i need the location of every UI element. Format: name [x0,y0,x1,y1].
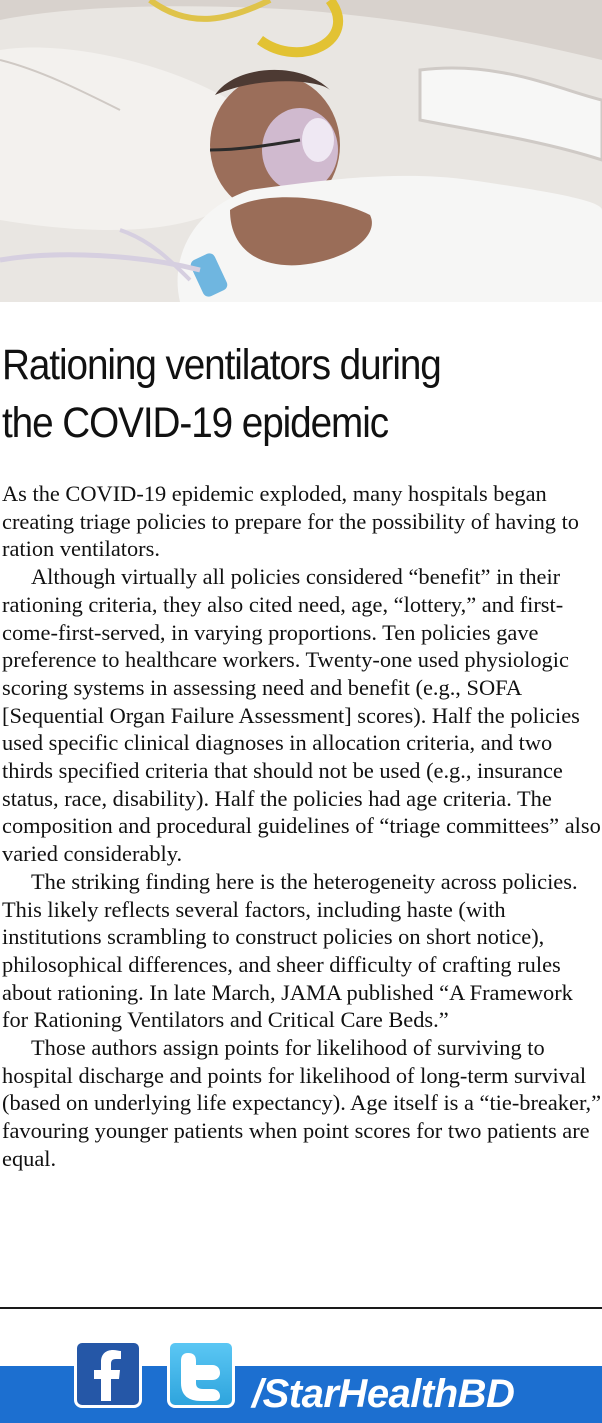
article-paragraph: Those authors assign points for likelihood of surviving to hospital discharge and points for likelihood of long-term survival (based on underlying life expectancy). Age itself is a “tie-breaker,” favouring younger patients when point scores for two patients are equal. [2,1035,602,1171]
headline-line-2: the COVID-19 epidemic [2,399,389,447]
article-body [2,480,602,1173]
social-handle[interactable]: /StarHealthBD [252,1372,515,1416]
hero-photo [0,0,602,302]
article-paragraph: The striking finding here is the heterogeneity across policies. This likely reflects several factors, including haste (with institutions scrambling to construct policies on short notice), philosophical differences, and sheer difficulty of crafting rules about rationing. In late March, JAMA published “A Framework for Rationing Ventilators and Critical Care Beds.” [2,868,578,1033]
facebook-icon[interactable] [74,1340,142,1408]
article-paragraph: Although virtually all policies considered “benefit” in their rationing criteria, they also cited need, age, “lottery,” and first-come-first-served, in varying proportions. Ten policies gave preference to healthcare workers. Twenty-one used physiologic scoring systems in assessing need and benefit (e.g., SOFA [Sequential Organ Failure Assessment] scores). Half the policies used specific clinical diagnoses in allocation criteria, and two thirds specified criteria that should not be used (e.g., insurance status, race, disability). Half the policies had age criteria. The composition and procedural guidelines of “triage committees” also varied considerably. [2,564,601,867]
headline-line-1: Rationing ventilators during [2,341,441,389]
twitter-icon[interactable] [167,1340,235,1408]
article-paragraph: As the COVID-19 epidemic exploded, many hospitals began creating triage policies to prepare for the possibility of having to ration ventilators. [2,481,580,562]
patient-ventilator-illustration [0,0,602,302]
footer-divider [0,1307,602,1309]
headline [2,336,600,452]
